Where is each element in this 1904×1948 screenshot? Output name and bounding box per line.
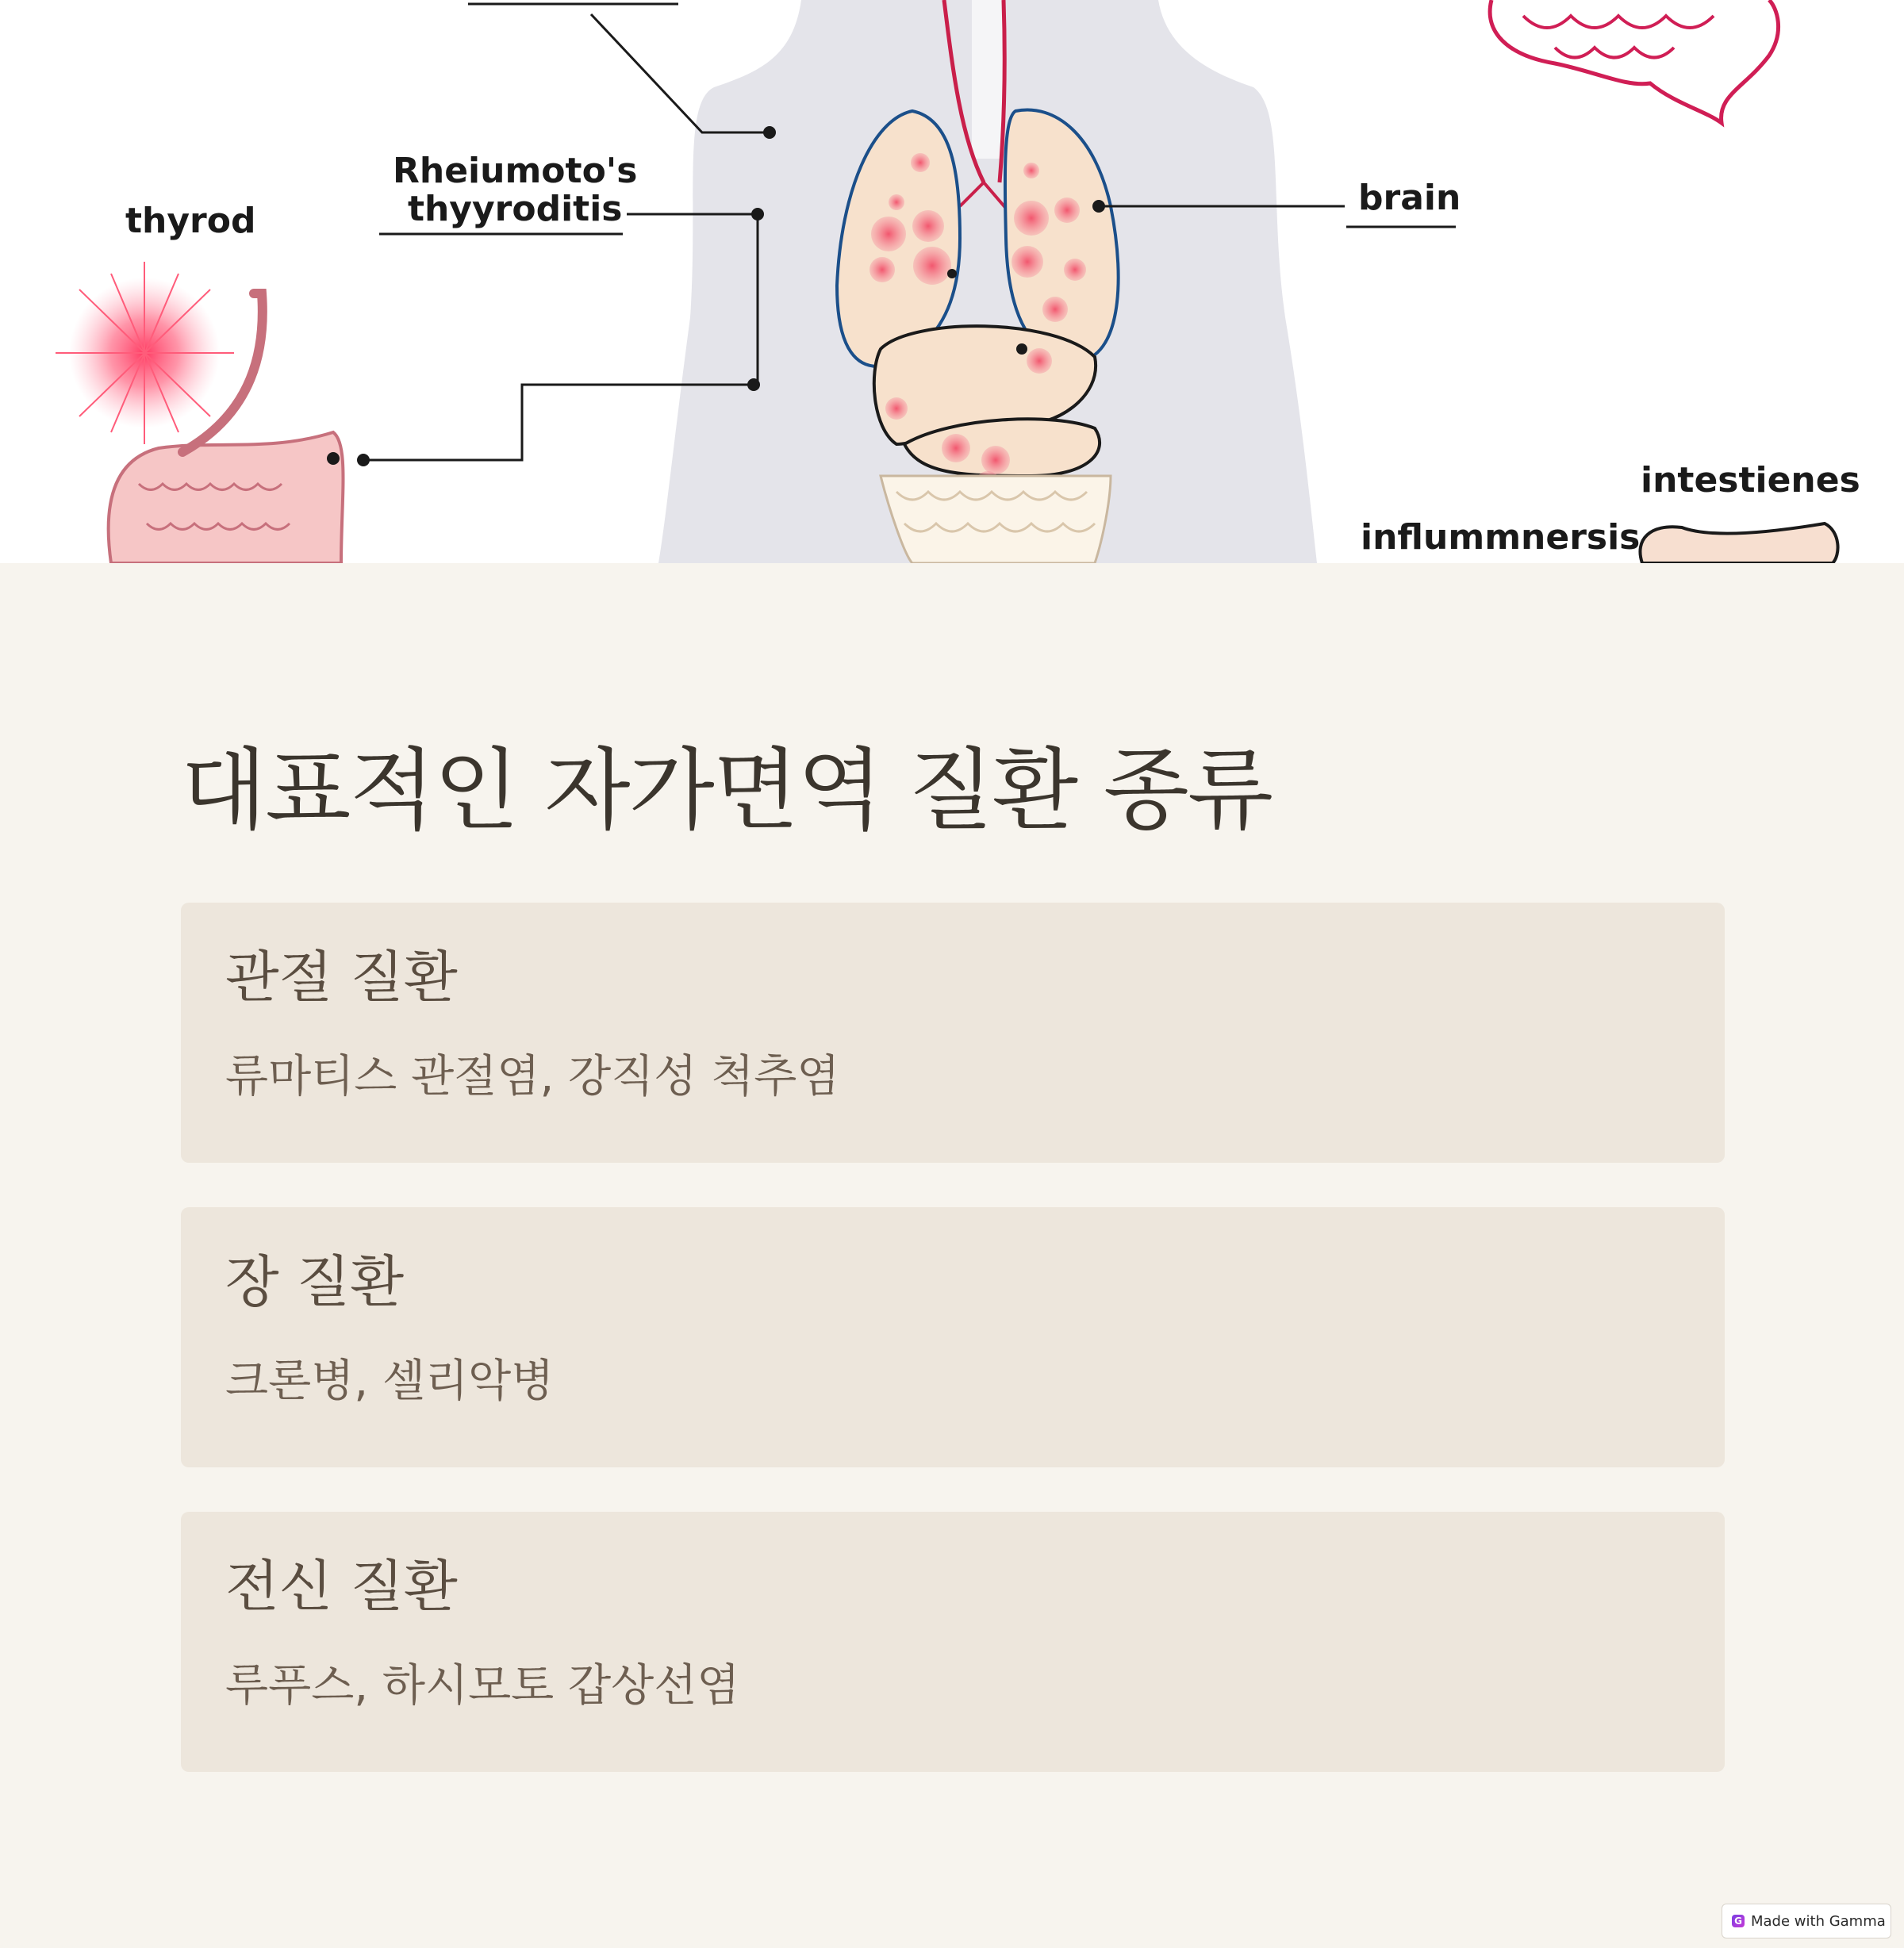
made-with-gamma-badge[interactable] [1722,1904,1891,1938]
label-intestines: intestienes [1641,460,1860,500]
card-body: 루푸스, 하시모토 갑상선염 [225,1660,740,1712]
card-body: 류마티스 관절염, 강직성 척추염 [225,1051,840,1102]
card-bowel-disease [181,1207,1725,1467]
label-inflammation: inflummnersis [1361,517,1641,558]
card-title: 전신 질환 [225,1554,458,1619]
brain-drawing [1490,0,1778,123]
card-body: 크론병, 셀리악병 [225,1356,555,1407]
page-title: 대표적인 자가면역 질환 종류 [181,739,1273,842]
card-systemic-disease [181,1512,1725,1772]
intestine-drawing [109,432,344,563]
label-rheumatoid: Rheiumoto's thyyroditis [393,151,638,230]
card-title: 관절 질환 [225,945,458,1010]
gamma-logo-icon: G [1732,1915,1745,1927]
label-thyroid: thyrod [125,201,256,241]
anatomy-diagram [0,0,1904,563]
badge-label: Made with Gamma [1751,1912,1886,1930]
label-brain: brain [1358,178,1461,218]
hero-illustration [0,0,1904,563]
card-title: 장 질환 [225,1249,405,1314]
card-joint-disease [181,903,1725,1163]
